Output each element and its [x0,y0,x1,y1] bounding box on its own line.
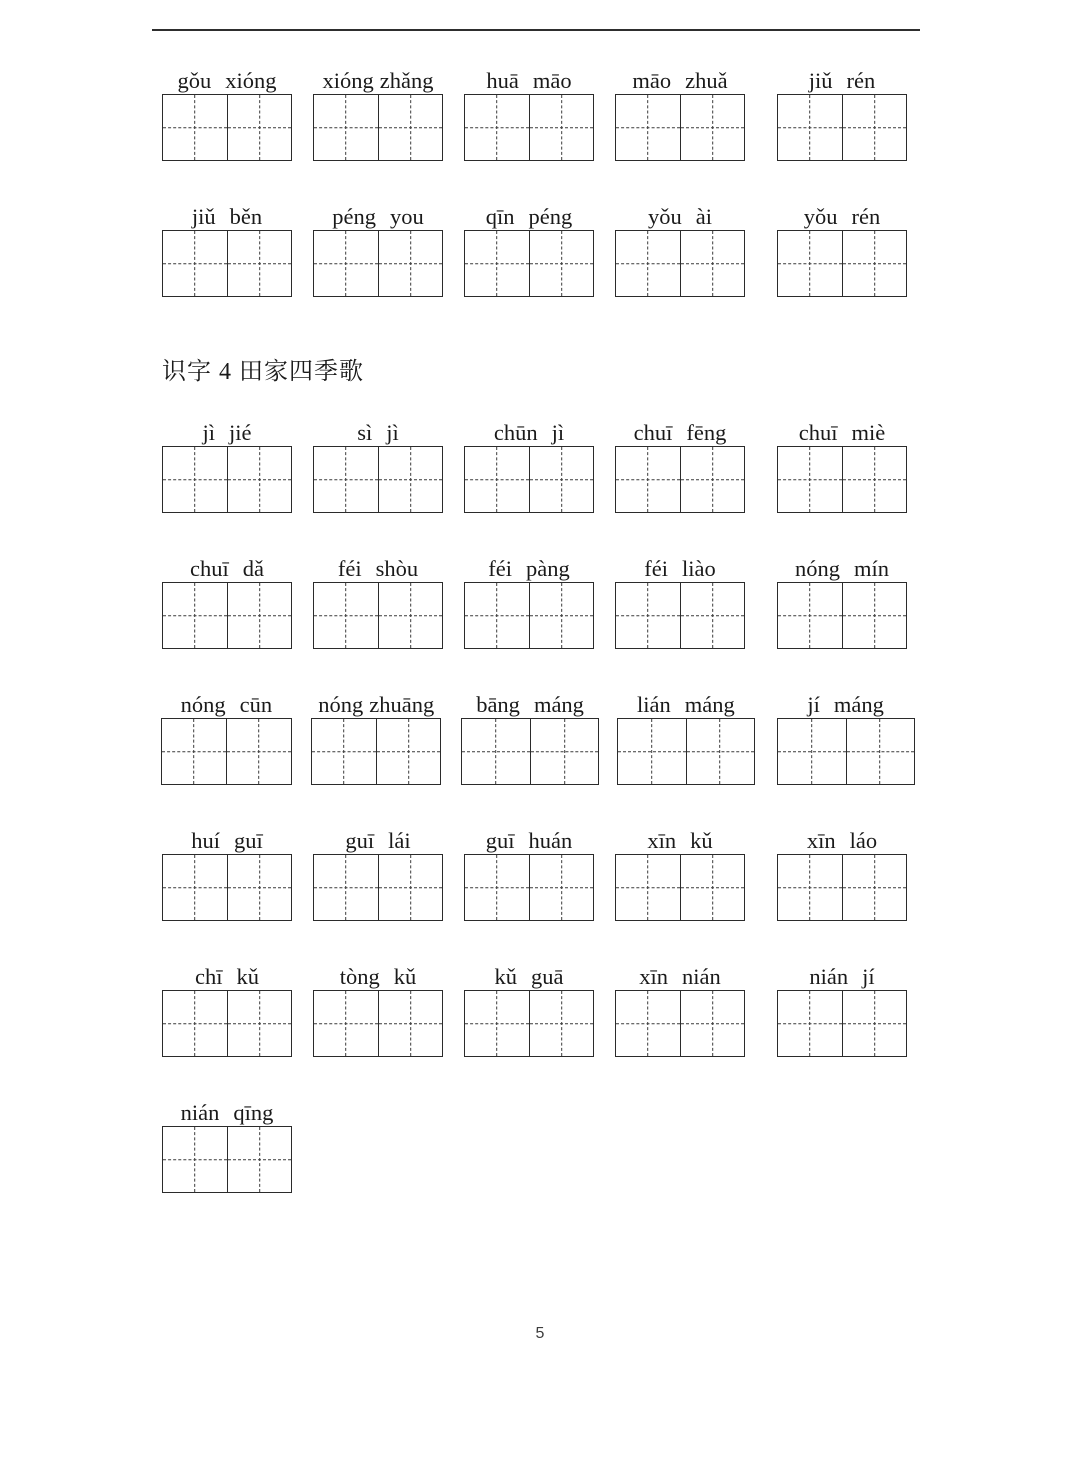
tianzige-box[interactable] [464,94,594,161]
grid-slot [756,446,928,513]
tianzige-cell[interactable] [227,231,291,296]
tianzige-box[interactable] [162,230,292,297]
pinyin-syllable: fēng [686,420,727,446]
tianzige-cell[interactable] [529,583,593,648]
tianzige-cell[interactable] [378,991,442,1056]
grid-slot [302,94,454,161]
grid-slot [454,446,604,513]
pinyin-syllable: māo [532,68,572,94]
tianzige-box[interactable] [161,718,291,785]
grid-slot [452,718,609,785]
pinyin-syllable: kǔ [690,828,713,854]
tianzige-box[interactable] [464,854,594,921]
tianzige-cell[interactable] [314,991,378,1056]
tianzige-box[interactable] [615,94,745,161]
pinyin-syllable: nóng [180,692,226,718]
pinyin-syllable: nián [180,1100,220,1126]
pinyin-syllable: bāng [476,692,520,718]
pinyin-syllable: pàng [525,556,570,582]
grid-row [152,854,928,921]
pinyin-label [152,196,302,230]
tianzige-cell[interactable] [227,991,291,1056]
pinyin-syllable: yǒu [803,204,838,230]
tianzige-cell[interactable] [616,447,680,512]
pinyin-syllable: xīn [639,964,668,990]
practice-block [152,820,928,921]
tianzige-cell[interactable] [465,231,529,296]
pinyin-label [763,684,928,718]
grid-slot [152,230,302,297]
tianzige-box[interactable] [162,446,292,513]
pinyin-syllable: miè [851,420,886,446]
grid-row [152,446,928,513]
tianzige-box[interactable] [777,582,907,649]
pinyin-label [454,820,604,854]
pinyin-syllable: jì [551,420,565,446]
pinyin-label [152,956,302,990]
tianzige-box[interactable] [162,582,292,649]
tianzige-box[interactable] [162,94,292,161]
pinyin-label [152,820,302,854]
tianzige-cell[interactable] [314,583,378,648]
pinyin-label [756,956,928,990]
pinyin-syllable: jiǔ [808,68,833,94]
pinyin-syllable: jié [229,420,252,446]
tianzige-cell[interactable] [778,855,842,920]
grid-slot [604,230,756,297]
tianzige-cell[interactable] [462,719,530,784]
grid-slot [152,446,302,513]
pinyin-syllable: tòng [339,964,380,990]
pinyin-syllable: rén [846,68,876,94]
tianzige-box[interactable] [313,230,443,297]
tianzige-cell[interactable] [842,231,906,296]
pinyin-syllable: ài [695,204,712,230]
pinyin-label [302,412,454,446]
tianzige-cell[interactable] [314,231,378,296]
pinyin-syllable: kǔ [494,964,517,990]
pinyin-label [454,412,604,446]
grid-slot [302,446,454,513]
pinyin-syllable: lián [636,692,671,718]
pinyin-label [604,548,756,582]
tianzige-box[interactable] [777,718,915,785]
pinyin-label [604,412,756,446]
pinyin-label [604,196,756,230]
tianzige-cell[interactable] [618,719,686,784]
tianzige-cell[interactable] [529,447,593,512]
tianzige-cell[interactable] [842,855,906,920]
grid-slot [454,990,604,1057]
pinyin-label [302,196,454,230]
practice-block [152,956,928,1057]
pinyin-syllable: chūn [493,420,538,446]
tianzige-box[interactable] [615,990,745,1057]
pinyin-syllable: huā [486,68,519,94]
tianzige-box[interactable] [313,446,443,513]
grid-row [152,1126,928,1193]
tianzige-box[interactable] [617,718,755,785]
grid-slot [152,1126,302,1193]
pinyin-row [152,60,928,94]
tianzige-box[interactable] [615,230,745,297]
tianzige-cell[interactable] [163,991,227,1056]
pinyin-syllable: péng [528,204,573,230]
pinyin-syllable: sì [357,420,373,446]
pinyin-syllable: you [390,204,424,230]
tianzige-box[interactable] [615,446,745,513]
pinyin-label [302,820,454,854]
grid-row [152,582,928,649]
worksheet-content [152,60,928,1228]
tianzige-cell[interactable] [378,855,442,920]
pinyin-syllable: jì [202,420,215,446]
grid-slot [301,718,452,785]
pinyin-syllable: nián [809,964,849,990]
pinyin-label [301,684,452,718]
worksheet-section [152,351,928,1193]
grid-row [152,990,928,1057]
tianzige-cell[interactable] [530,719,598,784]
pinyin-label [756,412,928,446]
grid-slot [454,230,604,297]
tianzige-cell[interactable] [680,855,744,920]
tianzige-cell[interactable] [162,719,226,784]
pinyin-label [454,548,604,582]
tianzige-cell[interactable] [616,855,680,920]
grid-slot [302,990,454,1057]
pinyin-syllable: jí [862,964,875,990]
grid-slot [604,990,756,1057]
tianzige-box[interactable] [615,582,745,649]
tianzige-cell[interactable] [680,447,744,512]
pinyin-label [454,956,604,990]
tianzige-cell[interactable] [376,719,440,784]
practice-block [152,412,928,513]
tianzige-box[interactable] [777,990,907,1057]
pinyin-syllable: máng [833,692,884,718]
tianzige-cell[interactable] [778,991,842,1056]
practice-block [152,684,928,785]
tianzige-box[interactable] [464,990,594,1057]
tianzige-cell[interactable] [465,447,529,512]
tianzige-cell[interactable] [529,95,593,160]
pinyin-syllable: jiǔ [191,204,216,230]
tianzige-cell[interactable] [778,95,842,160]
pinyin-syllable: shòu [375,556,419,582]
tianzige-cell[interactable] [314,447,378,512]
pinyin-syllable: cūn [239,692,273,718]
tianzige-cell[interactable] [529,991,593,1056]
pinyin-row [152,684,928,718]
tianzige-box[interactable] [313,582,443,649]
tianzige-cell[interactable] [163,231,227,296]
tianzige-box[interactable] [162,854,292,921]
pinyin-label [152,1092,302,1126]
pinyin-syllable: féi [488,556,512,582]
pinyin-syllable: jì [386,420,399,446]
pinyin-syllable: féi [644,556,668,582]
tianzige-box[interactable] [162,1126,292,1193]
grid-slot [608,718,763,785]
pinyin-syllable: lái [388,828,411,854]
tianzige-cell[interactable] [842,583,906,648]
grid-slot [604,582,756,649]
grid-slot [152,718,301,785]
tianzige-cell[interactable] [163,95,227,160]
practice-block [152,60,928,161]
pinyin-syllable: guī [485,828,515,854]
pinyin-row [152,1092,928,1126]
pinyin-syllable: nián [682,964,721,990]
pinyin-syllable: máng [684,692,735,718]
pinyin-syllable: xīn [647,828,677,854]
tianzige-cell[interactable] [227,855,291,920]
tianzige-cell[interactable] [163,855,227,920]
grid-row [152,718,928,785]
pinyin-label [756,820,928,854]
grid-slot [756,582,928,649]
tianzige-box[interactable] [313,94,443,161]
tianzige-cell[interactable] [465,855,529,920]
tianzige-box[interactable] [777,446,907,513]
pinyin-syllable: kǔ [236,964,259,990]
grid-slot [756,990,928,1057]
tianzige-cell[interactable] [227,1127,291,1192]
pinyin-syllable: xióng [225,68,277,94]
tianzige-cell[interactable] [227,583,291,648]
section-heading: 识字 4 田家四季歌 [162,359,364,385]
pinyin-syllable: láo [849,828,878,854]
pinyin-label [604,820,756,854]
pinyin-label [152,548,302,582]
pinyin-label [608,684,763,718]
pinyin-label [152,60,302,94]
pinyin-syllable: běn [229,204,263,230]
tianzige-cell[interactable] [680,95,744,160]
tianzige-cell[interactable] [314,855,378,920]
tianzige-cell[interactable] [312,719,376,784]
tianzige-cell[interactable] [680,991,744,1056]
grid-slot [756,230,928,297]
grid-slot [152,582,302,649]
grid-row [152,94,928,161]
tianzige-cell[interactable] [226,719,290,784]
practice-block [152,196,928,297]
pinyin-syllable: chī [195,964,223,990]
tianzige-cell[interactable] [465,991,529,1056]
pinyin-syllable: zhuāng [369,692,435,718]
tianzige-cell[interactable] [378,231,442,296]
pinyin-syllable: guā [531,964,564,990]
pinyin-syllable: rén [851,204,881,230]
pinyin-label [756,60,928,94]
tianzige-cell[interactable] [529,855,593,920]
page-number: 5 [535,1325,545,1342]
tianzige-cell[interactable] [778,231,842,296]
grid-slot [152,990,302,1057]
grid-slot [152,854,302,921]
tianzige-cell[interactable] [842,95,906,160]
tianzige-box[interactable] [777,854,907,921]
pinyin-label [604,956,756,990]
pinyin-syllable: guī [345,828,375,854]
pinyin-syllable: qīn [485,204,515,230]
pinyin-syllable: xióng [322,68,374,94]
pinyin-label [756,548,928,582]
practice-block [152,548,928,649]
pinyin-syllable: zhǎng [379,68,434,94]
grid-slot [454,854,604,921]
grid-slot [302,582,454,649]
pinyin-syllable: chuī [633,420,673,446]
pinyin-label [454,60,604,94]
tianzige-cell[interactable] [465,583,529,648]
pinyin-syllable: nóng [794,556,840,582]
pinyin-row [152,956,928,990]
tianzige-box[interactable] [461,718,599,785]
tianzige-cell[interactable] [529,231,593,296]
tianzige-cell[interactable] [163,1127,227,1192]
tianzige-box[interactable] [162,990,292,1057]
header-rule [152,29,920,31]
tianzige-cell[interactable] [616,95,680,160]
grid-slot [756,94,928,161]
grid-slot [302,230,454,297]
pinyin-syllable: máng [533,692,584,718]
tianzige-cell[interactable] [842,447,906,512]
tianzige-cell[interactable] [842,991,906,1056]
pinyin-syllable: huí [191,828,220,854]
pinyin-row [152,548,928,582]
grid-slot [454,94,604,161]
pinyin-syllable: jí [807,692,820,718]
pinyin-syllable: qīng [233,1100,274,1126]
tianzige-cell[interactable] [227,447,291,512]
grid-slot [152,94,302,161]
pinyin-syllable: gǒu [177,68,212,94]
tianzige-cell[interactable] [778,447,842,512]
grid-slot [302,854,454,921]
pinyin-syllable: zhuǎ [685,68,728,94]
grid-slot [756,854,928,921]
tianzige-cell[interactable] [686,719,754,784]
tianzige-cell[interactable] [778,583,842,648]
tianzige-cell[interactable] [616,991,680,1056]
pinyin-label [302,60,454,94]
pinyin-label [152,412,302,446]
tianzige-cell[interactable] [680,583,744,648]
tianzige-box[interactable] [777,230,907,297]
pinyin-row [152,412,928,446]
tianzige-cell[interactable] [846,719,914,784]
grid-slot [604,446,756,513]
tianzige-cell[interactable] [163,583,227,648]
pinyin-syllable: huán [528,828,573,854]
pinyin-label [302,548,454,582]
grid-slot [763,718,928,785]
tianzige-box[interactable] [464,230,594,297]
tianzige-box[interactable] [313,854,443,921]
pinyin-syllable: māo [632,68,672,94]
pinyin-syllable: kǔ [393,964,417,990]
pinyin-syllable: yǒu [648,204,682,230]
tianzige-cell[interactable] [314,95,378,160]
tianzige-cell[interactable] [680,231,744,296]
pinyin-row [152,196,928,230]
pinyin-syllable: liào [681,556,716,582]
tianzige-box[interactable] [615,854,745,921]
pinyin-syllable: féi [337,556,362,582]
tianzige-cell[interactable] [378,95,442,160]
pinyin-syllable: guī [234,828,263,854]
grid-slot [454,582,604,649]
tianzige-box[interactable] [464,582,594,649]
pinyin-syllable: nóng [318,692,364,718]
pinyin-row [152,820,928,854]
pinyin-label [302,956,454,990]
pinyin-label [454,196,604,230]
tianzige-cell[interactable] [616,583,680,648]
tianzige-cell[interactable] [465,95,529,160]
tianzige-cell[interactable] [378,447,442,512]
pinyin-syllable: chuī [190,556,229,582]
tianzige-cell[interactable] [378,583,442,648]
tianzige-cell[interactable] [616,231,680,296]
pinyin-syllable: xīn [806,828,836,854]
pinyin-label [604,60,756,94]
pinyin-syllable: péng [332,204,376,230]
tianzige-box[interactable] [313,990,443,1057]
pinyin-label [152,684,301,718]
tianzige-cell[interactable] [163,447,227,512]
pinyin-syllable: dǎ [242,556,264,582]
grid-slot [604,94,756,161]
practice-block [152,1092,928,1193]
pinyin-syllable: chuī [798,420,838,446]
tianzige-box[interactable] [777,94,907,161]
grid-slot [604,854,756,921]
tianzige-cell[interactable] [778,719,846,784]
tianzige-cell[interactable] [227,95,291,160]
grid-row [152,230,928,297]
tianzige-box[interactable] [311,718,441,785]
pinyin-label [756,196,928,230]
pinyin-syllable: mín [853,556,889,582]
tianzige-box[interactable] [464,446,594,513]
pinyin-label [452,684,609,718]
worksheet-section [152,60,928,297]
